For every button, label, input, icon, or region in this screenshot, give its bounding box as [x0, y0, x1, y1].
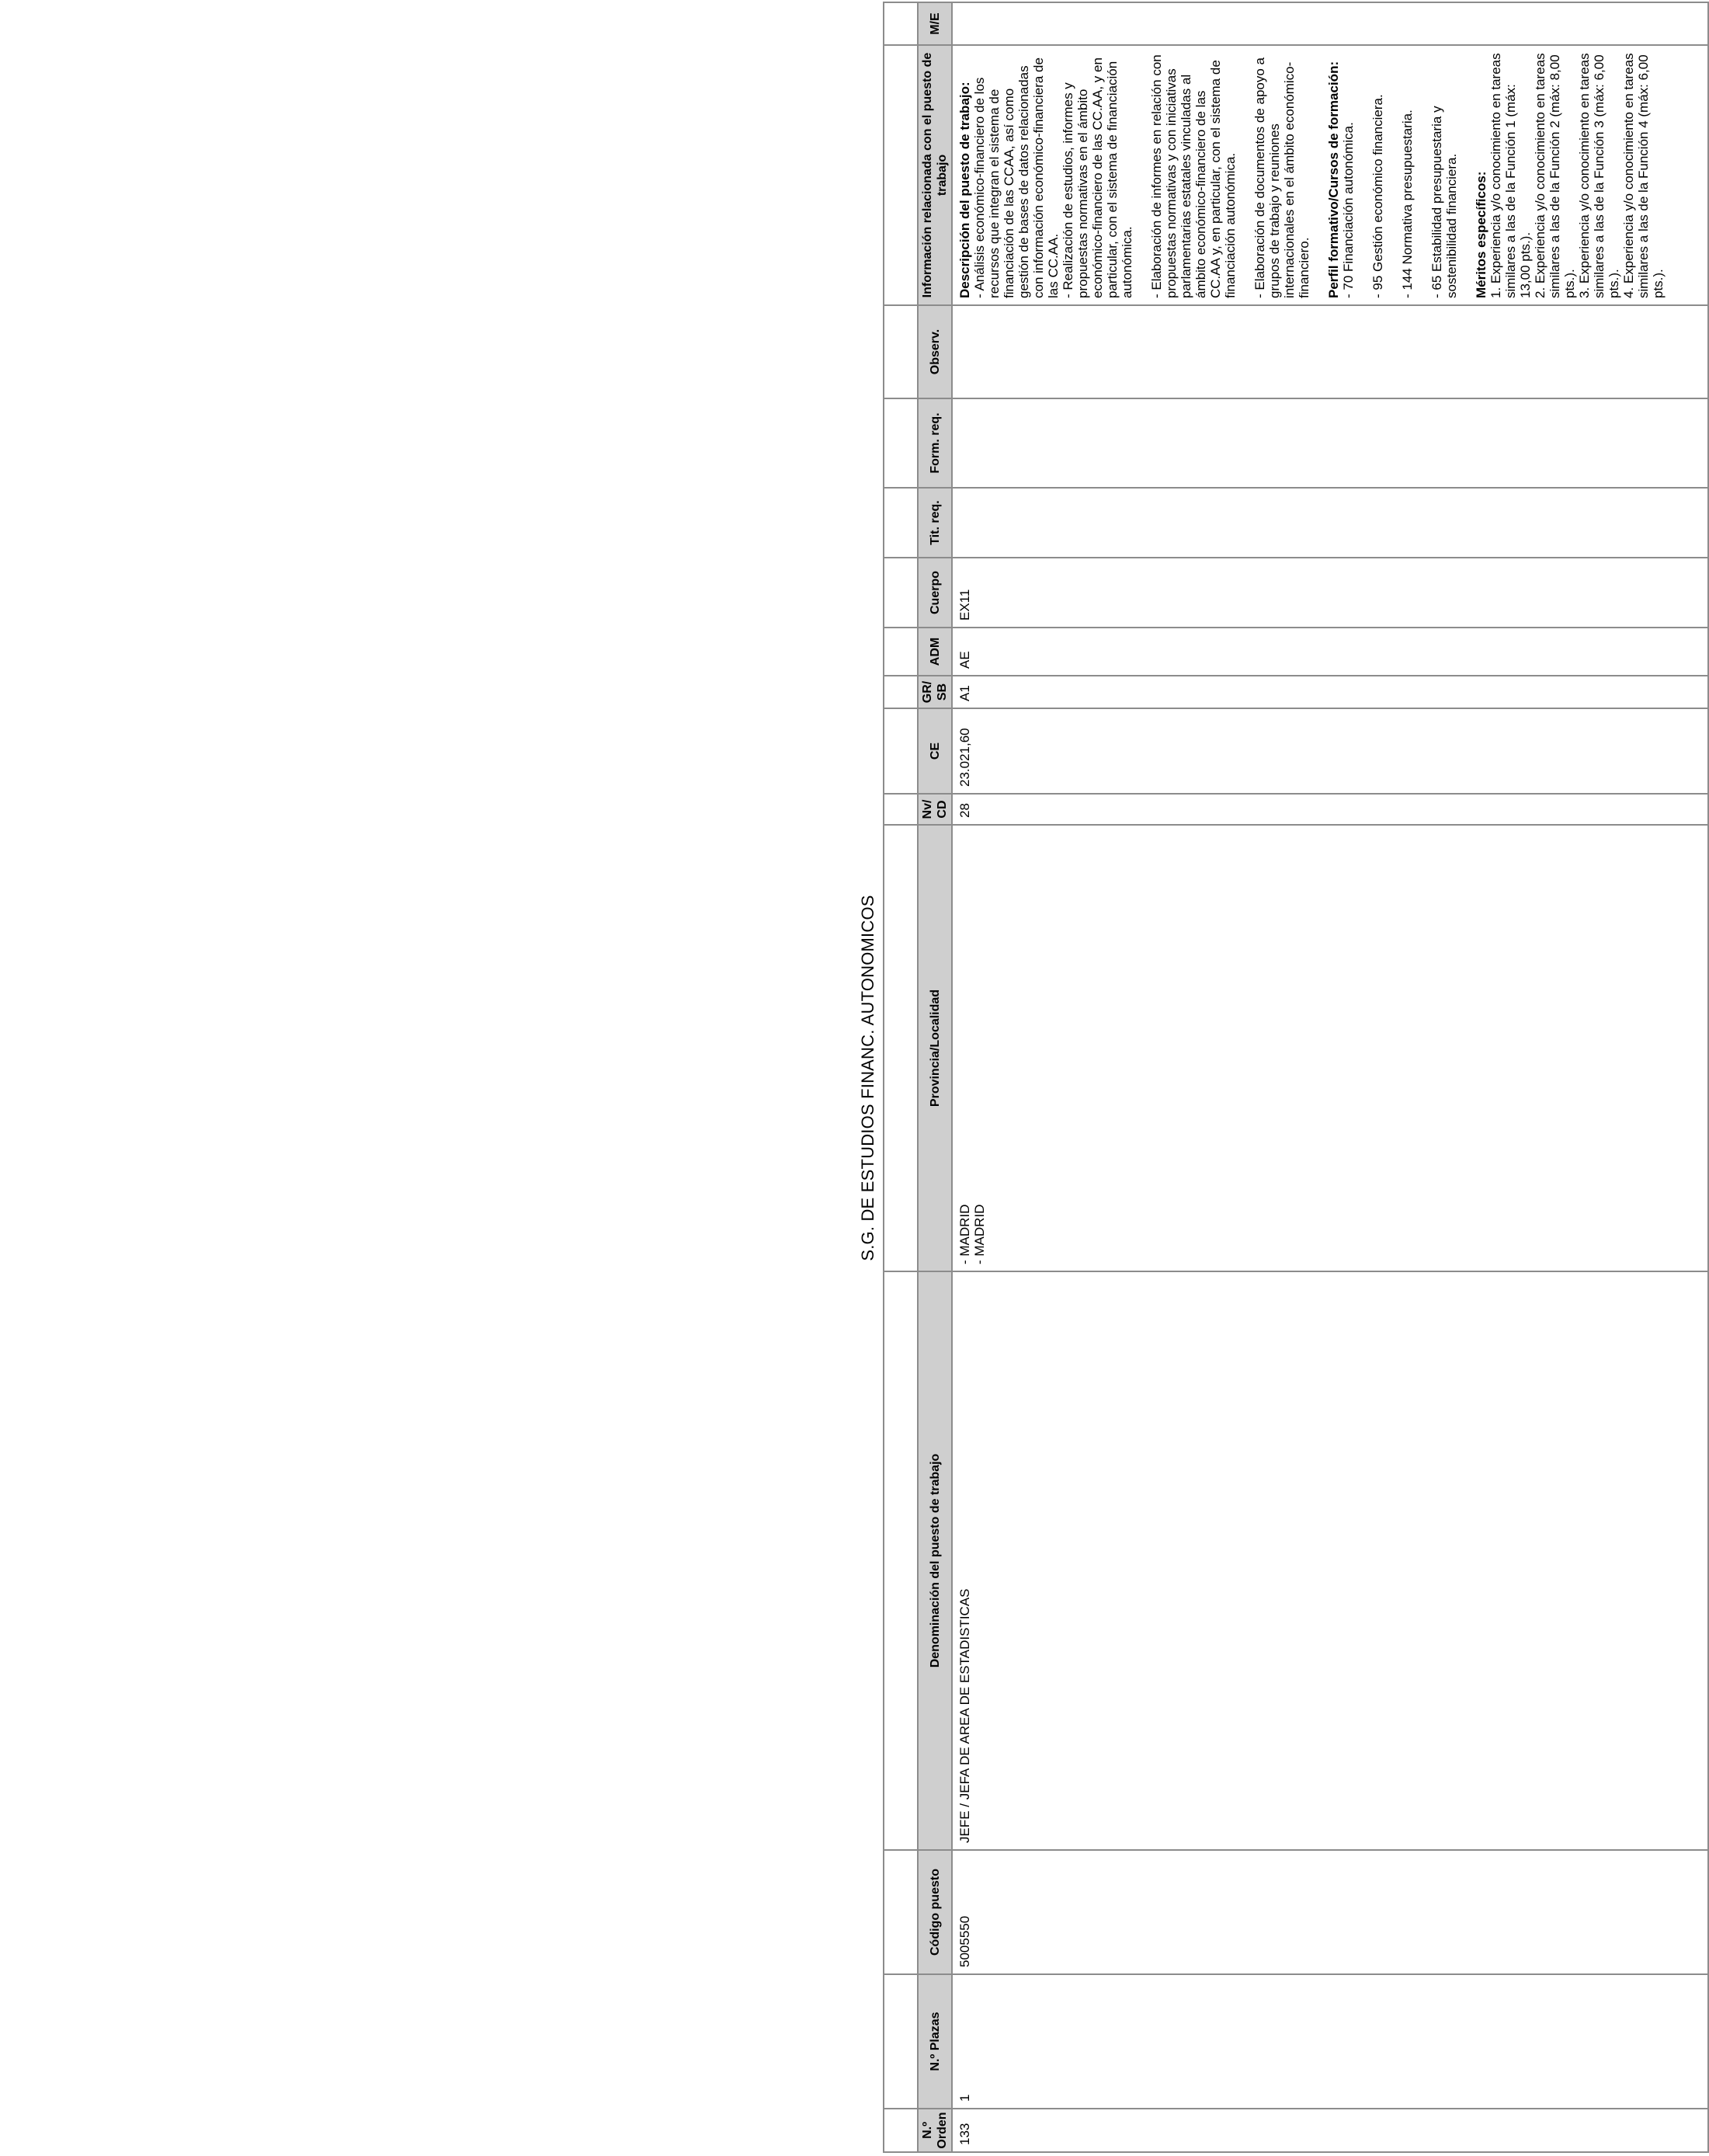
provincia-line: - MADRID: [957, 1204, 972, 1264]
col-header-orden: N.º Orden: [918, 2109, 952, 2152]
merito-item: 4. Experiencia y/o conocimiento en tareas similares a las de la Función 4 (máx: 6,00 pts.).: [1621, 53, 1666, 298]
col-header-formacion: Form. req.: [918, 398, 952, 488]
cell-codigo: 5005550: [952, 1850, 1708, 1974]
perfil-item: - 65 Estabilidad presupuestaria y sostenibilidad financiera.: [1429, 106, 1459, 298]
col-header-codigo: Código puesto: [918, 1850, 952, 1974]
col-header-denominacion: Denominación del puesto de trabajo: [918, 1271, 952, 1850]
descripcion-item: - Análisis económico-financiero de los recursos que integran el sistema de financiación de las CCAA, así como gestión de bases de datos relacionadas con información económico-financiera de las CC.AA.: [972, 57, 1061, 298]
col-header-me: M/E: [918, 2, 952, 45]
cell-adm: AE: [952, 628, 1708, 676]
cell-nivel: 28: [952, 794, 1708, 825]
col-header-adm: ADM: [918, 628, 952, 676]
cell-ce: 23.021,60: [952, 708, 1708, 794]
table-row: [952, 2, 1708, 2152]
col-header-observ: Observ.: [918, 305, 952, 398]
cell-me: [952, 2, 1708, 45]
merito-item: 1. Experiencia y/o conocimiento en tareas similares a las de la Función 1 (máx: 13,00 pts.).: [1488, 53, 1533, 298]
header-row: [918, 2, 952, 2152]
meritos-heading: Méritos específicos:: [1474, 171, 1488, 298]
perfil-item: - 95 Gestión económico financiera.: [1370, 94, 1385, 298]
section-title: S.G. DE ESTUDIOS FINANC. AUTONOMICOS: [858, 895, 877, 1261]
col-header-grupo: GR/ SB: [918, 676, 952, 708]
col-header-nivel: Nv/ CD: [918, 794, 952, 825]
cell-observ: [952, 305, 1708, 398]
col-header-provincia: Provincia/Localidad: [918, 825, 952, 1271]
cell-provincia: [952, 825, 1708, 1271]
cell-formacion: [952, 398, 1708, 488]
descripcion-heading: Descripción del puesto de trabajo:: [957, 82, 972, 298]
col-header-plazas: N.º Plazas: [918, 1974, 952, 2109]
cell-info: [952, 45, 1708, 305]
col-header-ce: CE: [918, 708, 952, 794]
descripcion-item: - Elaboración de informes en relación con propuestas normativas y con iniciativas parlamentarias estatales vinculadas al ámbito económico-financiero de las CC.AA y, en particular, con el sistema de financiación autonómica.: [1149, 54, 1238, 298]
col-header-titulacion: Tit. req.: [918, 488, 952, 558]
cell-grupo: A1: [952, 676, 1708, 708]
positions-table: [883, 2, 1709, 2153]
cell-denominacion: JEFE / JEFA DE AREA DE ESTADISTICAS: [952, 1271, 1708, 1850]
descripcion-item: - Elaboración de documentos de apoyo a grupos de trabajo y reuniones internacionales en el ámbito económico-financiero.: [1252, 57, 1311, 298]
perfil-heading: Perfil formativo/Cursos de formación:: [1326, 61, 1341, 298]
cell-plazas: 1: [952, 1974, 1708, 2109]
cell-titulacion: [952, 488, 1708, 558]
col-header-info: Información relacionada con el puesto de trabajo: [918, 45, 952, 305]
perfil-item: - 70 Financiación autonómica.: [1341, 122, 1356, 298]
merito-item: 2. Experiencia y/o conocimiento en tareas similares a las de la Función 2 (máx: 8,00 pts.).: [1533, 53, 1577, 298]
spacer-row: [884, 2, 918, 2152]
cell-cuerpo: EX11: [952, 558, 1708, 628]
merito-item: 3. Experiencia y/o conocimiento en tareas similares a las de la Función 3 (máx: 6,00 pts.).: [1577, 53, 1621, 298]
localidad-line: - MADRID: [972, 1204, 987, 1264]
cell-orden: 133: [952, 2109, 1708, 2152]
col-header-cuerpo: Cuerpo: [918, 558, 952, 628]
perfil-item: - 144 Normativa presupuestaria.: [1400, 110, 1415, 298]
descripcion-item: - Realización de estudios, informes y propuestas normativas en el ámbito económico-financiero de las CC.AA, y en particular, con el sistema de financiación autonómica.: [1061, 57, 1134, 298]
